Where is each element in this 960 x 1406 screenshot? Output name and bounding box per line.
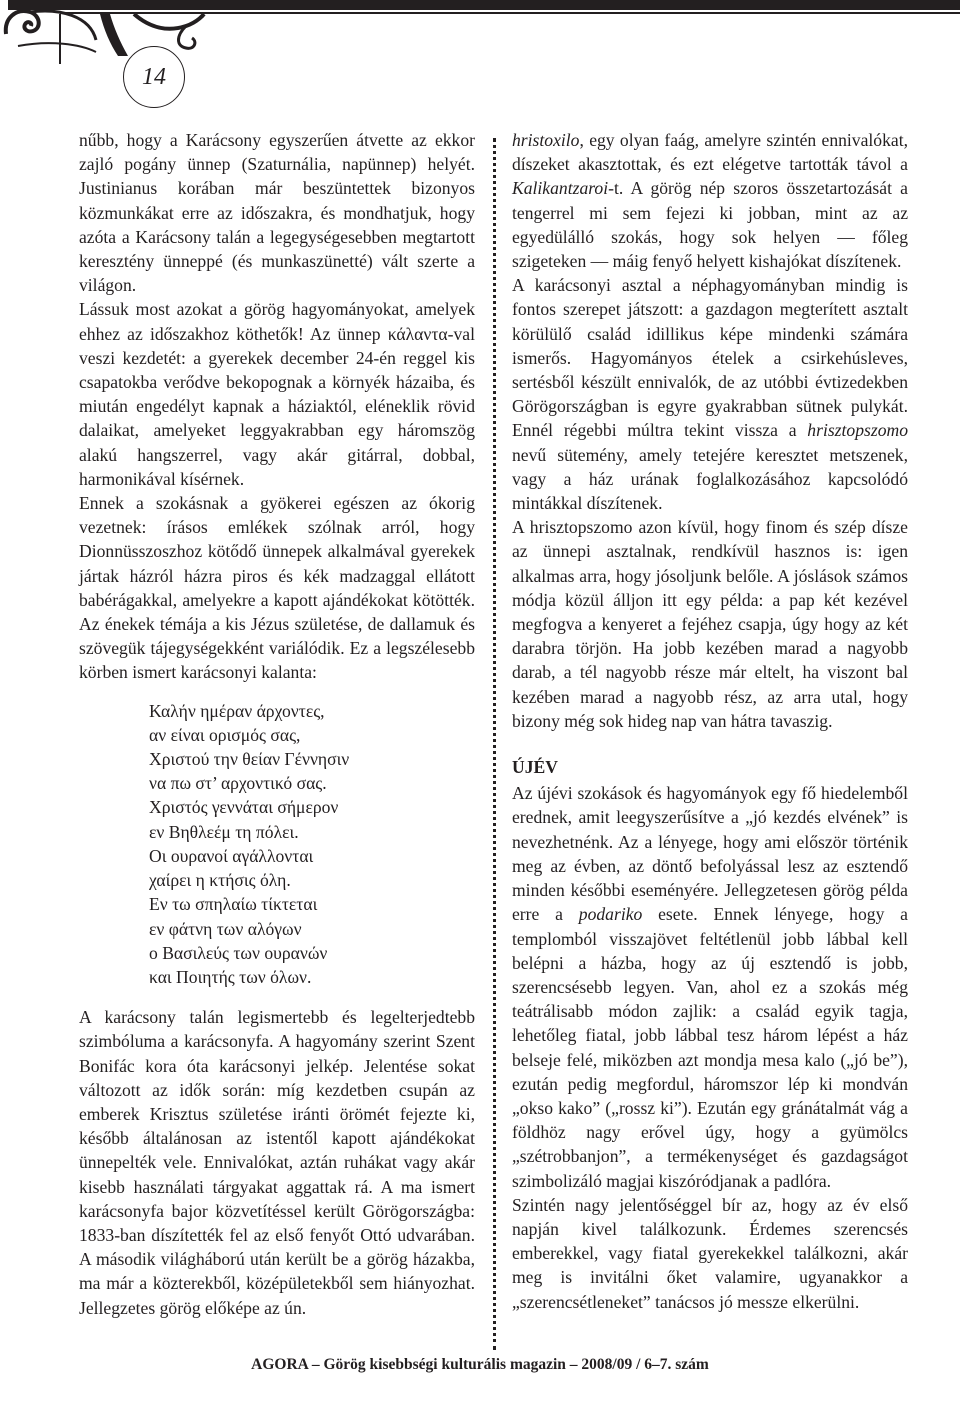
- column-divider: [493, 138, 496, 1350]
- poem-line: εν φάτνη των αλόγων: [149, 918, 302, 939]
- poem-line: Χριστός γεννάται σήμερον: [149, 797, 339, 818]
- poem-line: και Ποιητής των όλων.: [149, 966, 312, 987]
- paragraph: [512, 781, 908, 1192]
- paragraph: A karácsony talán legismertebb és legelterjedtebb szimbóluma a karácsonyfa. A hagyomány szerint Szent Bonifác kora óta karácsonyi jelkép. Jelentése sokat változott az idők során: míg kezdetben csupán az emberek Krisztus születése iránti örömét fejezte ki, később általánosan az istentől kapott ajándékokat ünnepelték vele. Ennivalókat, aztán ruhákat vagy akár kisebb használati tárgyakat aggattak rá. A ma ismert karácsonyfa bajor közvetítéssel került Görögországba: 1833-ban díszítették fel az első fenyőt Ottó udvarában. A második világháború után került be a görög házakba, ma már a közterekből, középületekből sem hiányozhat. Jellegzetes görög előképe az ún.: [79, 1007, 475, 1318]
- paragraph: Szintén nagy jelentőséggel bír az, hogy az év első napján kivel találkozunk. Érdemes szerencsés emberekkel, vagy fiatal gyerekekkel találkozni, akár meg is invitálni őket valamire, ugyanakkor a „szerencsétleneket” tanácsos jó messze elkerülni.: [512, 1194, 908, 1312]
- paragraph: nűbb, hogy a Karácsony egyszerűen átvette az ekkor zajló pogány ünnep (Szaturnália, napünnep) helyét. Justinianus korában már beszüntettek bizonyos közmunkákat erre az időszakra, és mondhatjuk, hogy azóta a Karácsony talán a legegységesebben megtartott keresztény ünneppé (és munkaszünetté) vált szerte a világon.: [79, 130, 475, 296]
- paragraph: A hrisztopszomo azon kívül, hogy finom és szép dísze az ünnepi asztalnak, rendkívül hasznos is: igen alkalmas arra, hogy jósoljunk belőle. A jóslások számos módja közül álljon itt egy példa: a pap két kezével megfogva a kenyeret a fejéhez csapja, úgy hogy az két darabra törjön. Ha jobb kezében marad a nagyobb darab, a tél nagyobb része már eltelt, ha viszont bal kezében marad a nagyobb rész, az arra utal, hogy bizony még sok hideg nap van hátra tavaszig.: [512, 517, 908, 731]
- poem-line: Χριστού την θείαν Γέννησιν: [149, 749, 350, 770]
- poem-line: Οι ουρανοί αγάλλονται: [149, 845, 314, 866]
- paragraph: [512, 273, 908, 515]
- paragraph: [512, 128, 908, 273]
- poem-line: Εν τω σπηλαίω τίκτεται: [149, 894, 318, 915]
- text-run: Lássuk most azokat a görög hagyományokat, amelyek ehhez az időszakhoz köthetők! Az ünnep: [79, 299, 475, 344]
- text-run: esete. Ennek lényege, hogy a templomból visszajövet feltétlenül jobb lábbal kell belépni a házba, hogy az új esztendő is jobb, szerencsésebb legyen. Van, ahol ez a szokás még teátrálisabb módon zajlik: a család egyik tagja, lehetőleg fiatal, jobb lábbal tesz három lépést a ház belseje felé, miközben azt mondja mesa kalo („jó be”), ezután pedig megfordul, háromszor lép ki mondván „okso kako” („rossz ki”). Ezután egy gránátalmát vág a földhöz nagy erővel úgy, hogy a gyümölcs „szétrobbanjon”, a termékenységet és gazdagságot szimbolizáló magjai kiszóródjanak a padlóra.: [512, 904, 908, 1191]
- italic-term: hristoxilo: [512, 130, 580, 150]
- left-column: [79, 128, 475, 1320]
- text-run: Az újévi szokások és hagyományok egy fő hiedelemből erednek, amit leegyszerűsítve a „jó kezdés elvének” is nevezhetnénk. Az a lényege, hogy ami először történik meg az évben, az döntő befolyással lesz az esztendő minden későbbi eseményére. Jellegzetesen görög példa erre a: [512, 783, 908, 925]
- poem-line: Καλήν ημέραν άρχοντες,: [149, 700, 325, 721]
- poem-line: εν Βηθλεέμ τη πόλει.: [149, 821, 299, 842]
- right-column: [512, 128, 908, 1314]
- poem-line: να πω στ’ αρχοντικό σας.: [149, 773, 327, 794]
- page-number-text: 14: [142, 63, 166, 90]
- italic-term: Kalikantzaroi: [512, 178, 609, 199]
- text-run: -t. A görög nép szoros összetartozását a tengerrel mi sem fejezi ki jobban, mint az az egyedülálló szokás, hogy sok helyen — főleg szigeteken — máig fenyő helyett kishajókat díszítenek.: [512, 178, 908, 272]
- footer: [0, 1356, 960, 1374]
- page-number: [123, 46, 185, 108]
- text-run: nevű sütemény, amely tetejére keresztet metszenek, vagy a ház urának foglalkozásához kapcsolódó mintákkal díszítenek.: [512, 444, 908, 514]
- section-heading: ÚJÉV: [512, 757, 558, 778]
- greek-term: κάλαντα: [387, 323, 448, 344]
- footer-text: AGORA – Görög kisebbségi kulturális magazin – 2008/09 / 6–7. szám: [251, 1356, 709, 1373]
- text-run: A karácsonyi asztal a néphagyományban mindig is fontos szerepet játszott: a gazdagon megterített asztalt körülülő család idillikus képe mindenki számára ismerős. Hagyományos ételek a csirkehúsleves, sertésből készült ennivalók, de az utóbbi évtizedekben Görögországban is egyre gyakrabban sütnek pulykát. Ennél régebbi múltra tekint vissza a: [512, 275, 908, 441]
- text-run: , egy olyan faág, amelyre szintén ennivalókat, díszeket akasztottak, és ezt elégetve tartották távol a: [512, 130, 908, 175]
- paragraph: [79, 297, 475, 491]
- poem-line: ο Βασιλεύς των ουρανών: [149, 942, 328, 963]
- italic-term: podariko: [578, 904, 643, 925]
- poem-line: χαίρει η κτήσις όλη.: [149, 870, 291, 891]
- paragraph: Ennek a szokásnak a gyökerei egészen az ókorig vezetnek: írásos emlékek szólnak arról, hogy Dionnüsszoszhoz kötődő ünnepek alkalmával gyerekek jártak házról házra piros és kék madzaggal ellátott babérágakkal, amelyekre a kapott ajándékokat kötötték. Az énekek témája a kis Jézus születése, de dallamuk és szövegük tájegységekként variálódik. Ez a legszélesebb körben ismert karácsonyi kalanta:: [79, 493, 475, 683]
- text-run: -val veszi kezdetét: a gyerekek december 24-én reggel kis csapatokba verődve bekopognak a környék házaiba, és miután engedélyt kapnak a háziaktól, eléneklik rövid dalaikat, amelyeket leggyakrabban egy háromszög alakú hangszerrel, vagy akár gitárral, dobbal, harmonikával kísérnek.: [79, 323, 475, 489]
- kalanta-poem: [149, 699, 475, 989]
- italic-term: hrisztopszomo: [807, 420, 908, 441]
- poem-line: αν είναι ορισμός σας,: [149, 724, 301, 745]
